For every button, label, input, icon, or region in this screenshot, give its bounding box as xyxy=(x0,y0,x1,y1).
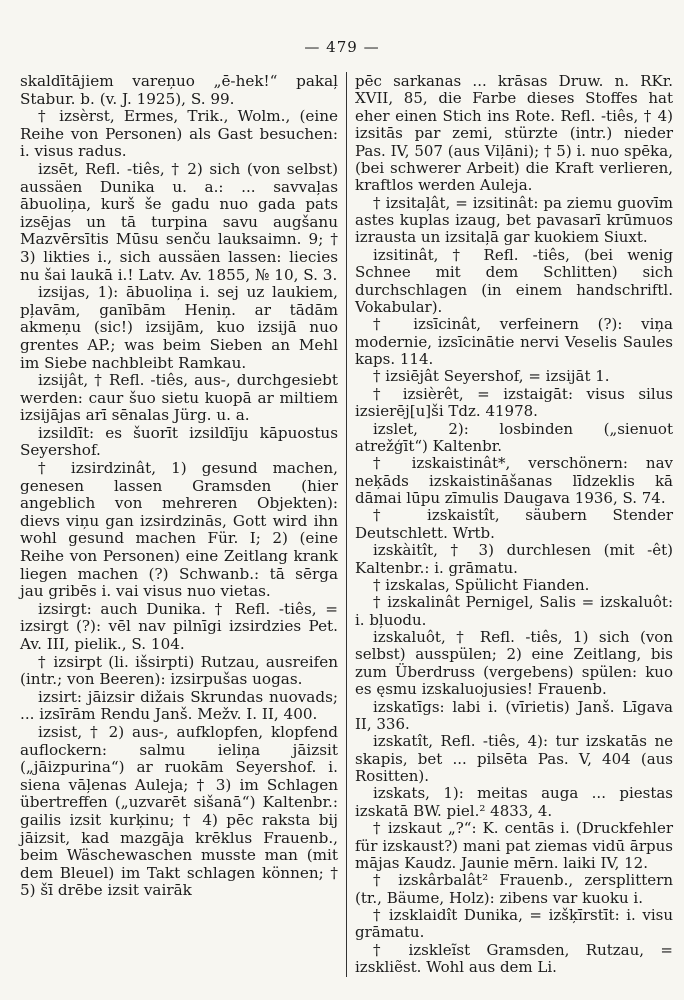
dictionary-entry: izsijas, 1): ābuoliņa i. sej uz laukiem, pļavām, ganībām Heniņ. ar tādām akmeņu (sic!) izsijām, kuo izsijā nuo grentes AP.; was beim Sieben an Mehl im Siebe nachbleibt Ramkau. xyxy=(20,283,338,372)
right-column xyxy=(355,73,673,977)
dictionary-entry: izsirt: jāizsir dižais Skrundas nuovads; ... izsīrām Rendu Janš. Mežv. I. II, 400. xyxy=(20,687,338,724)
column-divider xyxy=(346,72,347,977)
dictionary-entry: skaldītājiem vareņuo „ē-hek!“ pakaļ Stabur. b. (v. J. 1925), S. 99. xyxy=(20,72,338,108)
dictionary-entry: † izskaut „?“: K. centās i. (Druckfehler für izskaust?) mani pat ziemas vidū ārpus mājas Kaudz. Jaunie mērn. laiki IV, 12. xyxy=(355,819,673,872)
dictionary-entry: † izsèrst, Ermes, Trik., Wolm., (eine Reihe von Personen) als Gast besuchen: i. visus radus. xyxy=(20,107,338,161)
dictionary-entry: † izsklaidît Dunika, = izšķīrstīt: i. visu grāmatu. xyxy=(355,906,673,942)
dictionary-entry: † izskleĩst Gramsden, Rutzau, = izskliẽst. Wohl aus dem Li. xyxy=(355,940,673,977)
dictionary-entry: † izsitaļât, = izsitinât: pa ziemu guovīm astes kuplas izaug, bet pavasarī krūmuos izrausta un izsitaļā gar kuokiem Siuxt. xyxy=(355,193,673,247)
dictionary-entry: izslet, 2): losbinden („sienuot atrežģīt“) Kaltenbr. xyxy=(355,419,673,455)
dictionary-entry: † izsirdzinât, 1) gesund machen, genesen lassen Gramsden (hier angeblich von mehreren Objekten): dievs viņu gan izsirdzinās, Gott wird ihn wohl gesund machen Für. I; 2) (eine Reihe von Personen) eine Zeitlang krank liegen machen (?) Schwanb.: tā sērga jau gribēs i. vai visus nuo vietas. xyxy=(20,459,338,601)
page-number: — 479 — xyxy=(304,38,380,56)
dictionary-entry: † izskaistît, säubern Stender Deutschlett. Wrtb. xyxy=(355,506,673,542)
dictionary-entry: izskaluôt, † Refl. -tiês, 1) sich (von selbst) ausspülen; 2) eine Zeitlang, bis zum Überdruss (vergebens) spülen: kuo es ęsmu izskaluojusies! Frauenb. xyxy=(355,628,673,699)
dictionary-entry: izskatît, Refl. -tiês, 4): tur izskatās ne skapis, bet ... pilsēta Pas. V, 404 (aus Rositten). xyxy=(355,732,673,785)
dictionary-entry: izskatīgs: labi i. (vīrietis) Janš. Līgava II, 336. xyxy=(355,697,673,733)
dictionary-entry: † izskalas, Spülicht Fianden. xyxy=(373,575,590,594)
dictionary-entry: † izskalinât Pernigel, Salis = izskaluôt: i. bļuodu. xyxy=(355,593,673,629)
dictionary-entry: † izsirpt (li. išsirpti) Rutzau, ausreifen (intr.; von Beeren): izsirpušas uogas. xyxy=(20,652,338,689)
dictionary-entry: izsirgt: auch Dunika. † Refl. -tiês, = izsirgt (?): vēl nav pilnīgi izsirdzies Pet. Av. III, pielik., S. 104. xyxy=(20,599,338,653)
dictionary-entry: † izsiējât Seyershof, = izsijāt 1. xyxy=(373,367,610,386)
dictionary-entry: † izskârbalât² Frauenb., zersplittern (tr., Bäume, Holz): zibens var kuoku i. xyxy=(355,871,673,907)
dictionary-entry: izskats, 1): meitas auga ... piestas izskatā BW. piel.² 4833, 4. xyxy=(355,784,673,820)
dictionary-entry: izsēt, Refl. -tiês, † 2) sich (von selbst) aussäen Dunika u. a.: ... savvaļas ābuoliņa, kurš še gadu nuo gada pats izsējas un tā turpina savu augšanu Mazvērsītis Mūsu senču lauksaimn. 9; † 3) likties i., sich aussäen lassen: liecies nu šai laukā i.! Latv. Av. 1855, № 10, S. 3. xyxy=(20,159,338,284)
dictionary-entry: izsildīt: es šuorīt izsildīju kāpuostus Seyershof. xyxy=(20,423,338,460)
dictionary-entry: izsijât, † Refl. -tiês, aus-, durchgesiebt werden: caur šuo sietu kuopā ar miltiem izsijājas arī sēnalas Jürg. u. a. xyxy=(20,371,338,425)
dictionary-entry: pēc sarkanas ... krāsas Druw. n. RKr. XVII, 85, die Farbe dieses Stoffes hat eher einen Stich ins Rote. Refl. -tiês, † 4) izsitās par zemi, stürzte (intr.) nieder Pas. IV, 507 (aus Viļāni); † 5) i. nuo spēka, (bei schwerer Arbeit) die Kraft verlieren, kraftlos werden Auleja. xyxy=(355,72,673,195)
dictionary-entry: izskàitît, † 3) durchlesen (mit -êt) Kaltenbr.: i. grāmatu. xyxy=(355,541,673,577)
dictionary-entry: izsist, † 2) aus-, aufklopfen, klopfend auflockern: salmu ieliņa jāizsit („jāizpurina“) ar ruokām Seyershof. i. siena vāļenas Auleja; † 3) im Schlagen übertreffen („uzvarēt sišanā“) Kaltenbr.: gailis izsit kurķinu; † 4) pēc raksta bij jāizsit, kad mazgāja krēklus Frauenb., beim Wäschewaschen musste man (mit dem Bleuel) im Takt schlagen können; † 5) šī drēbe izsit vairāk xyxy=(20,722,338,900)
dictionary-entry: † izsīcinât, verfeinern (?): viņa modernie, izsīcinātie nervi Veselis Saules kaps. 114. xyxy=(355,315,673,368)
dictionary-entry: izsitinât, † Refl. -tiês, (bei wenig Schnee mit dem Schlitten) sich durchschlagen (in einem handschriftl. Vokabular). xyxy=(355,245,673,316)
dictionary-entry: † izskaistinât*, verschönern: nav neķāds izskaistināšanas līdzeklis kā dāmai lūpu zīmulis Daugava 1936, S. 74. xyxy=(355,454,673,507)
left-column xyxy=(20,73,338,900)
dictionary-entry: † izsièrêt, = izstaigāt: visus silus izsierēj[u]ši Tdz. 41978. xyxy=(355,384,673,421)
